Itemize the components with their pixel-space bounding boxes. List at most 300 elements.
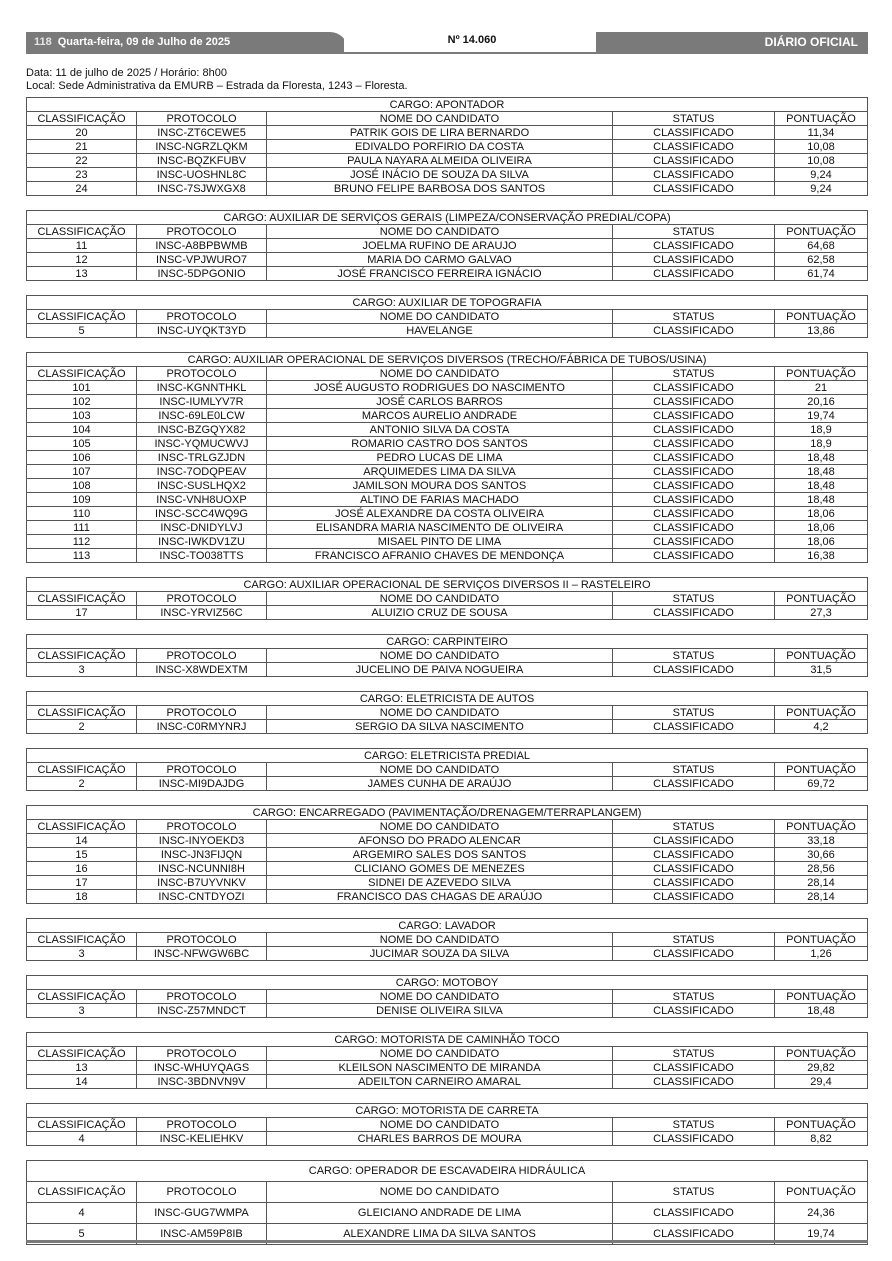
table-cell: 18,48: [775, 451, 868, 465]
column-header: PROTOCOLO: [137, 1118, 267, 1132]
cargo-title-row: [27, 635, 868, 649]
table-cell: AFONSO DO PRADO ALENCAR: [267, 834, 613, 848]
cargo-title: CARGO: ELETRICISTA PREDIAL: [27, 749, 868, 763]
table-cell: 18,48: [775, 493, 868, 507]
table-cell: 20,16: [775, 395, 868, 409]
cargo-title: CARGO: OPERADOR DE ESCAVADEIRA HIDRÁULICA: [27, 1161, 868, 1182]
table-cell: ALUIZIO CRUZ DE SOUSA: [267, 606, 613, 620]
cargo-title-row: [27, 1161, 868, 1182]
table-cell: 110: [27, 507, 137, 521]
table-cell: 21: [27, 140, 137, 154]
header-left-band: [26, 32, 326, 52]
table-cell: 18,48: [775, 1004, 868, 1018]
table-cell: INSC-YRVIZ56C: [137, 606, 267, 620]
table-cell: 33,18: [775, 834, 868, 848]
table-row: [27, 479, 868, 493]
table-row: [27, 381, 868, 395]
table-cell: CLASSIFICADO: [613, 1075, 775, 1089]
column-header-row: [27, 1047, 868, 1061]
table-cell: 24: [27, 182, 137, 196]
column-header-row: [27, 706, 868, 720]
table-cell: CLASSIFICADO: [613, 395, 775, 409]
column-header: NOME DO CANDIDATO: [267, 990, 613, 1004]
table-row: [27, 324, 868, 338]
table-cell: CLASSIFICADO: [613, 947, 775, 961]
table-row: [27, 140, 868, 154]
column-header: STATUS: [613, 225, 775, 239]
column-header: STATUS: [613, 310, 775, 324]
table-cell: CLICIANO GOMES DE MENEZES: [267, 862, 613, 876]
column-header: CLASSIFICAÇÃO: [27, 763, 137, 777]
cargo-table: [26, 1032, 868, 1089]
table-cell: PEDRO LUCAS DE LIMA: [267, 451, 613, 465]
table-cell: CLASSIFICADO: [613, 549, 775, 563]
table-row: [27, 1203, 868, 1224]
table-cell: INSC-Z57MNDCT: [137, 1004, 267, 1018]
table-cell: INSC-7ODQPEAV: [137, 465, 267, 479]
column-header-row: [27, 1118, 868, 1132]
cargo-title-row: [27, 296, 868, 310]
column-header: PROTOCOLO: [137, 820, 267, 834]
column-header: STATUS: [613, 649, 775, 663]
header-rule: [26, 52, 868, 54]
cargo-title: CARGO: LAVADOR: [27, 919, 868, 933]
table-row: [27, 535, 868, 549]
table-cell: CLASSIFICADO: [613, 324, 775, 338]
cargo-title-row: [27, 806, 868, 820]
table-row: [27, 1075, 868, 1089]
column-header: NOME DO CANDIDATO: [267, 1047, 613, 1061]
table-cell: 11: [27, 239, 137, 253]
cargo-title-row: [27, 692, 868, 706]
table-cell: CLASSIFICADO: [613, 848, 775, 862]
table-cell: 105: [27, 437, 137, 451]
table-row: [27, 239, 868, 253]
table-cell: INSC-C0RMYNRJ: [137, 720, 267, 734]
table-cell: 69,72: [775, 777, 868, 791]
table-cell: 18,48: [775, 479, 868, 493]
table-cell: FRANCISCO DAS CHAGAS DE ARAÚJO: [267, 890, 613, 904]
column-header: STATUS: [613, 367, 775, 381]
cargo-title-row: [27, 919, 868, 933]
table-cell: ROMARIO CASTRO DOS SANTOS: [267, 437, 613, 451]
table-cell: 27,3: [775, 606, 868, 620]
table-row: [27, 663, 868, 677]
table-cell: INSC-YQMUCWVJ: [137, 437, 267, 451]
page-number: 118: [34, 36, 52, 48]
table-row: [27, 1004, 868, 1018]
table-cell: INSC-NCUNNI8H: [137, 862, 267, 876]
table-cell: CHARLES BARROS DE MOURA: [267, 1132, 613, 1146]
table-cell: 10,08: [775, 154, 868, 168]
table-cell: INSC-3BDNVN9V: [137, 1075, 267, 1089]
table-cell: 109: [27, 493, 137, 507]
cargo-table: [26, 295, 868, 338]
table-cell: DENISE OLIVEIRA SILVA: [267, 1004, 613, 1018]
table-cell: 108: [27, 479, 137, 493]
column-header: CLASSIFICAÇÃO: [27, 592, 137, 606]
table-cell: 64,68: [775, 239, 868, 253]
table-cell: 20: [27, 126, 137, 140]
table-cell: 30,66: [775, 848, 868, 862]
table-cell: INSC-69LE0LCW: [137, 409, 267, 423]
table-cell: 9,24: [775, 168, 868, 182]
column-header-row: [27, 310, 868, 324]
column-header: STATUS: [613, 990, 775, 1004]
table-cell: CLASSIFICADO: [613, 1061, 775, 1075]
table-row: [27, 493, 868, 507]
column-header: PONTUAÇÃO: [775, 310, 868, 324]
column-header: PROTOCOLO: [137, 112, 267, 126]
column-header: STATUS: [613, 706, 775, 720]
table-cell: 14: [27, 1075, 137, 1089]
table-cell: INSC-ZT6CEWE5: [137, 126, 267, 140]
column-header-row: [27, 225, 868, 239]
table-cell: CLASSIFICADO: [613, 168, 775, 182]
table-cell: CLASSIFICADO: [613, 507, 775, 521]
table-cell: JOSÉ INÁCIO DE SOUZA DA SILVA: [267, 168, 613, 182]
column-header-row: [27, 763, 868, 777]
table-cell: ARGEMIRO SALES DOS SANTOS: [267, 848, 613, 862]
table-cell: JOSÉ AUGUSTO RODRIGUES DO NASCIMENTO: [267, 381, 613, 395]
table-row: [27, 409, 868, 423]
table-row: [27, 507, 868, 521]
table-row: [27, 848, 868, 862]
table-cell: 24,36: [775, 1203, 868, 1224]
table-row: [27, 126, 868, 140]
table-cell: 22: [27, 154, 137, 168]
cargo-table: [26, 1160, 868, 1245]
table-cell: 14: [27, 834, 137, 848]
column-header: CLASSIFICAÇÃO: [27, 706, 137, 720]
table-cell: CLASSIFICADO: [613, 479, 775, 493]
table-cell: 16: [27, 862, 137, 876]
table-cell: 21: [775, 381, 868, 395]
table-cell: 112: [27, 535, 137, 549]
session-info: [26, 67, 408, 93]
cargo-table: [26, 210, 868, 281]
cargo-title: CARGO: ELETRICISTA DE AUTOS: [27, 692, 868, 706]
table-row: [27, 777, 868, 791]
table-cell: 13: [27, 267, 137, 281]
table-row: [27, 168, 868, 182]
table-cell: INSC-VNH8UOXP: [137, 493, 267, 507]
column-header-row: [27, 933, 868, 947]
table-row: [27, 1132, 868, 1146]
table-cell: 3: [27, 663, 137, 677]
cargo-table: [26, 975, 868, 1018]
table-cell: CLASSIFICADO: [613, 493, 775, 507]
table-cell: INSC-TRLGZJDN: [137, 451, 267, 465]
column-header: NOME DO CANDIDATO: [267, 763, 613, 777]
table-cell: 29,4: [775, 1075, 868, 1089]
table-cell: 101: [27, 381, 137, 395]
column-header: PROTOCOLO: [137, 1047, 267, 1061]
table-cell: INSC-B7UYVNKV: [137, 876, 267, 890]
cargo-title: CARGO: MOTORISTA DE CAMINHÃO TOCO: [27, 1033, 868, 1047]
table-cell: 8,82: [775, 1132, 868, 1146]
table-cell: CLASSIFICADO: [613, 409, 775, 423]
table-row: [27, 423, 868, 437]
table-cell: JAMES CUNHA DE ARAÚJO: [267, 777, 613, 791]
column-header: PROTOCOLO: [137, 706, 267, 720]
column-header-row: [27, 1182, 868, 1203]
column-header: STATUS: [613, 1118, 775, 1132]
table-cell: CLASSIFICADO: [613, 1224, 775, 1245]
table-cell: 4,2: [775, 720, 868, 734]
column-header: STATUS: [613, 820, 775, 834]
table-cell: 18,9: [775, 437, 868, 451]
cargo-title: CARGO: AUXILIAR DE TOPOGRAFIA: [27, 296, 868, 310]
table-row: [27, 465, 868, 479]
table-cell: 31,5: [775, 663, 868, 677]
table-cell: 18,9: [775, 423, 868, 437]
edition-number: Nº 14.060: [344, 32, 600, 52]
cargo-title-row: [27, 1033, 868, 1047]
table-cell: CLASSIFICADO: [613, 890, 775, 904]
table-cell: CLASSIFICADO: [613, 239, 775, 253]
table-cell: JOELMA RUFINO DE ARAUJO: [267, 239, 613, 253]
cargo-title: CARGO: MOTOBOY: [27, 976, 868, 990]
table-cell: CLASSIFICADO: [613, 381, 775, 395]
table-cell: 102: [27, 395, 137, 409]
table-cell: INSC-KELIEHKV: [137, 1132, 267, 1146]
table-cell: 106: [27, 451, 137, 465]
column-header: PROTOCOLO: [137, 990, 267, 1004]
table-cell: 13: [27, 1061, 137, 1075]
table-row: [27, 267, 868, 281]
table-cell: PATRIK GOIS DE LIRA BERNARDO: [267, 126, 613, 140]
table-cell: INSC-NGRZLQKM: [137, 140, 267, 154]
table-cell: INSC-IWKDV1ZU: [137, 535, 267, 549]
column-header: STATUS: [613, 1182, 775, 1203]
table-cell: BRUNO FELIPE BARBOSA DOS SANTOS: [267, 182, 613, 196]
table-cell: INSC-TO038TTS: [137, 549, 267, 563]
table-cell: 28,14: [775, 876, 868, 890]
column-header: STATUS: [613, 112, 775, 126]
cargo-title-row: [27, 211, 868, 225]
column-header: CLASSIFICAÇÃO: [27, 990, 137, 1004]
column-header: NOME DO CANDIDATO: [267, 1182, 613, 1203]
column-header: CLASSIFICAÇÃO: [27, 649, 137, 663]
table-cell: 15: [27, 848, 137, 862]
column-header: NOME DO CANDIDATO: [267, 1118, 613, 1132]
column-header: PONTUAÇÃO: [775, 649, 868, 663]
table-cell: 18,48: [775, 465, 868, 479]
table-row: [27, 720, 868, 734]
column-header: PONTUAÇÃO: [775, 592, 868, 606]
page-header: [26, 32, 868, 52]
cargo-table: [26, 1103, 868, 1146]
table-cell: INSC-VPJWURO7: [137, 253, 267, 267]
table-row: [27, 834, 868, 848]
table-cell: GLEICIANO ANDRADE DE LIMA: [267, 1203, 613, 1224]
column-header: PONTUAÇÃO: [775, 763, 868, 777]
cargo-title: CARGO: CARPINTEIRO: [27, 635, 868, 649]
column-header: PROTOCOLO: [137, 933, 267, 947]
column-header: PONTUAÇÃO: [775, 112, 868, 126]
session-location: Local: Sede Administrativa da EMURB – Estrada da Floresta, 1243 – Floresta.: [26, 80, 408, 92]
column-header: STATUS: [613, 933, 775, 947]
table-row: [27, 253, 868, 267]
table-cell: INSC-JN3FIJQN: [137, 848, 267, 862]
column-header: NOME DO CANDIDATO: [267, 367, 613, 381]
table-cell: KLEILSON NASCIMENTO DE MIRANDA: [267, 1061, 613, 1075]
cargo-table: [26, 748, 868, 791]
table-cell: 1,26: [775, 947, 868, 961]
table-cell: INSC-A8BPBWMB: [137, 239, 267, 253]
cargo-title-row: [27, 98, 868, 112]
column-header: CLASSIFICAÇÃO: [27, 1047, 137, 1061]
table-cell: 19,74: [775, 409, 868, 423]
table-cell: CLASSIFICADO: [613, 126, 775, 140]
column-header: NOME DO CANDIDATO: [267, 225, 613, 239]
table-cell: PAULA NAYARA ALMEIDA OLIVEIRA: [267, 154, 613, 168]
header-date: Quarta-feira, 09 de Julho de 2025: [57, 36, 231, 48]
table-cell: 111: [27, 521, 137, 535]
column-header: NOME DO CANDIDATO: [267, 310, 613, 324]
table-cell: 16,38: [775, 549, 868, 563]
table-cell: JUCIMAR SOUZA DA SILVA: [267, 947, 613, 961]
table-cell: 61,74: [775, 267, 868, 281]
table-cell: 104: [27, 423, 137, 437]
table-cell: 28,14: [775, 890, 868, 904]
column-header: PROTOCOLO: [137, 1182, 267, 1203]
table-cell: CLASSIFICADO: [613, 521, 775, 535]
table-row: [27, 862, 868, 876]
cargo-title-row: [27, 1104, 868, 1118]
column-header: CLASSIFICAÇÃO: [27, 1182, 137, 1203]
table-cell: 2: [27, 777, 137, 791]
table-cell: 2: [27, 720, 137, 734]
column-header-row: [27, 820, 868, 834]
column-header: PROTOCOLO: [137, 592, 267, 606]
table-cell: ADEILTON CARNEIRO AMARAL: [267, 1075, 613, 1089]
table-cell: INSC-BZGQYX82: [137, 423, 267, 437]
column-header: PONTUAÇÃO: [775, 933, 868, 947]
table-cell: 107: [27, 465, 137, 479]
column-header: PROTOCOLO: [137, 367, 267, 381]
table-cell: 13,86: [775, 324, 868, 338]
column-header: PONTUAÇÃO: [775, 820, 868, 834]
table-cell: INSC-X8WDEXTM: [137, 663, 267, 677]
column-header: CLASSIFICAÇÃO: [27, 1118, 137, 1132]
table-cell: JOSÉ ALEXANDRE DA COSTA OLIVEIRA: [267, 507, 613, 521]
table-row: [27, 876, 868, 890]
table-cell: 18,06: [775, 507, 868, 521]
column-header: NOME DO CANDIDATO: [267, 820, 613, 834]
table-cell: CLASSIFICADO: [613, 140, 775, 154]
table-cell: CLASSIFICADO: [613, 663, 775, 677]
table-cell: 18: [27, 890, 137, 904]
cargo-title-row: [27, 976, 868, 990]
table-cell: INSC-DNIDYLVJ: [137, 521, 267, 535]
column-header-row: [27, 592, 868, 606]
column-header-row: [27, 990, 868, 1004]
column-header: CLASSIFICAÇÃO: [27, 112, 137, 126]
table-cell: CLASSIFICADO: [613, 253, 775, 267]
table-cell: 17: [27, 606, 137, 620]
table-cell: CLASSIFICADO: [613, 451, 775, 465]
cargo-table: [26, 577, 868, 620]
table-cell: INSC-WHUYQAGS: [137, 1061, 267, 1075]
column-header: PONTUAÇÃO: [775, 990, 868, 1004]
column-header: PROTOCOLO: [137, 649, 267, 663]
cargo-title-row: [27, 749, 868, 763]
table-cell: FRANCISCO AFRANIO CHAVES DE MENDONÇA: [267, 549, 613, 563]
table-cell: CLASSIFICADO: [613, 862, 775, 876]
column-header: PONTUAÇÃO: [775, 1118, 868, 1132]
table-row: [27, 437, 868, 451]
column-header-row: [27, 367, 868, 381]
table-cell: CLASSIFICADO: [613, 437, 775, 451]
table-cell: ANTONIO SILVA DA COSTA: [267, 423, 613, 437]
cargo-title: CARGO: MOTORISTA DE CARRETA: [27, 1104, 868, 1118]
column-header: STATUS: [613, 1047, 775, 1061]
table-cell: ALEXANDRE LIMA DA SILVA SANTOS: [267, 1224, 613, 1245]
footer-rule: [26, 1240, 868, 1243]
table-cell: 18,06: [775, 535, 868, 549]
column-header: PROTOCOLO: [137, 310, 267, 324]
table-cell: 113: [27, 549, 137, 563]
table-cell: 17: [27, 876, 137, 890]
cargo-title: CARGO: ENCARREGADO (PAVIMENTAÇÃO/DRENAGEM/TERRAPLANGEM): [27, 806, 868, 820]
column-header: CLASSIFICAÇÃO: [27, 367, 137, 381]
table-cell: INSC-SUSLHQX2: [137, 479, 267, 493]
table-cell: 28,56: [775, 862, 868, 876]
cargo-title: CARGO: APONTADOR: [27, 98, 868, 112]
cargo-title: CARGO: AUXILIAR OPERACIONAL DE SERVIÇOS DIVERSOS (TRECHO/FÁBRICA DE TUBOS/USINA): [27, 353, 868, 367]
cargo-table: [26, 352, 868, 563]
table-cell: MARIA DO CARMO GALVAO: [267, 253, 613, 267]
table-cell: MARCOS AURELIO ANDRADE: [267, 409, 613, 423]
table-row: [27, 182, 868, 196]
column-header: CLASSIFICAÇÃO: [27, 310, 137, 324]
table-cell: SIDNEI DE AZEVEDO SILVA: [267, 876, 613, 890]
table-cell: 3: [27, 1004, 137, 1018]
table-row: [27, 395, 868, 409]
table-cell: 29,82: [775, 1061, 868, 1075]
cargo-table: [26, 918, 868, 961]
results-content: [26, 97, 868, 1259]
publication-title: DIÁRIO OFICIAL: [596, 32, 868, 52]
table-row: [27, 1061, 868, 1075]
table-cell: SERGIO DA SILVA NASCIMENTO: [267, 720, 613, 734]
column-header: CLASSIFICAÇÃO: [27, 933, 137, 947]
column-header: PONTUAÇÃO: [775, 1182, 868, 1203]
table-cell: 23: [27, 168, 137, 182]
table-cell: CLASSIFICADO: [613, 535, 775, 549]
table-cell: INSC-7SJWXGX8: [137, 182, 267, 196]
table-cell: INSC-5DPGONIO: [137, 267, 267, 281]
table-cell: HAVELANGE: [267, 324, 613, 338]
table-cell: CLASSIFICADO: [613, 154, 775, 168]
table-cell: INSC-MI9DAJDG: [137, 777, 267, 791]
column-header: NOME DO CANDIDATO: [267, 592, 613, 606]
table-cell: 4: [27, 1132, 137, 1146]
table-cell: ARQUIMEDES LIMA DA SILVA: [267, 465, 613, 479]
column-header: PONTUAÇÃO: [775, 1047, 868, 1061]
table-cell: CLASSIFICADO: [613, 720, 775, 734]
table-cell: CLASSIFICADO: [613, 182, 775, 196]
column-header: CLASSIFICAÇÃO: [27, 820, 137, 834]
column-header: NOME DO CANDIDATO: [267, 112, 613, 126]
table-cell: CLASSIFICADO: [613, 606, 775, 620]
session-date: Data: 11 de julho de 2025 / Horário: 8h00: [26, 67, 227, 79]
table-cell: CLASSIFICADO: [613, 1004, 775, 1018]
table-cell: CLASSIFICADO: [613, 465, 775, 479]
column-header-row: [27, 649, 868, 663]
